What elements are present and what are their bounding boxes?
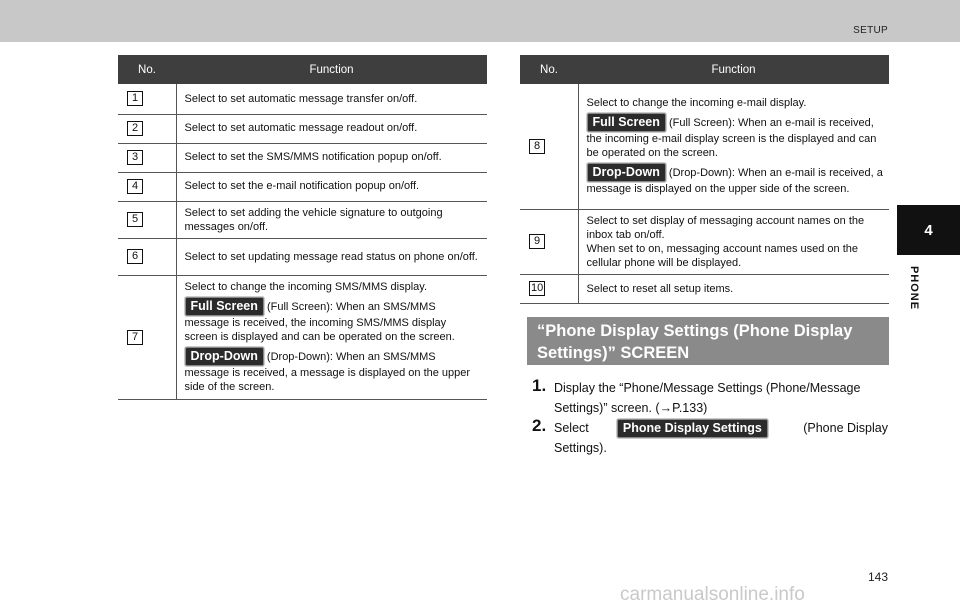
left-function-table [118,55,487,400]
watermark: carmanualsonline.info [620,584,805,605]
function-text: Select to set the SMS/MMS notification popup on/off. [176,143,487,172]
item-number: 10 [531,282,544,295]
table-row [520,84,889,209]
table-row [118,238,487,275]
chapter-number: 4 [924,221,933,239]
phone-display-settings-button: Phone Display Settings [617,419,768,438]
option-text: (Drop-Down): When an SMS/MMS message is received, a message is displayed on the upper side of the screen. [184,351,471,394]
item-number: 4 [127,179,143,194]
step-text: Display the “Phone/Message Settings (Phone/Message Settings)” screen. (→P.133) [554,381,861,415]
step-2 [532,416,888,458]
item-number: 7 [127,330,143,345]
item-number: 8 [529,139,545,154]
item-number: 6 [127,249,143,264]
table-row [118,275,487,399]
chapter-side-label [906,262,936,322]
option-description [587,113,884,160]
table-row [118,172,487,201]
function-text: Select to set the e-mail notification popup on/off. [176,172,487,201]
function-text: When set to on, messaging account names used on the cellular phone will be displayed. [586,242,858,269]
option-description [185,347,482,394]
column-header-function: Function [578,55,889,84]
table-row [118,114,487,143]
option-description [587,163,884,196]
option-description [185,297,482,344]
table-row [118,143,487,172]
step-number: 1. [532,376,547,395]
function-text: Select to set adding the vehicle signature to outgoing messages on/off. [176,201,487,238]
column-header-function: Function [176,55,487,84]
full-screen-button: Full Screen [587,113,666,132]
column-header-no: No. [520,55,578,84]
drop-down-button: Drop-Down [587,163,666,182]
section-title: SETUP [853,25,888,36]
function-text: Select to set automatic message readout on/off. [176,114,487,143]
item-number: 2 [127,121,143,136]
table-row [520,209,889,274]
function-text: Select to set display of messaging account names on the inbox tab on/off. [586,214,865,241]
item-number: 1 [127,91,143,106]
step-1 [532,376,888,418]
table-row [520,274,889,303]
table-row [118,201,487,238]
function-text: Select to reset all setup items. [578,274,889,303]
column-header-no: No. [118,55,176,84]
function-text: Select to set automatic message transfer on/off. [176,84,487,114]
page-number: 143 [867,570,888,584]
option-text: (Drop-Down): When an e-mail is received, a message is displayed on the upper side of the screen. [586,167,883,196]
step-text-continued: Settings). [554,441,607,455]
chapter-tab [897,205,960,255]
section-heading: “Phone Display Settings (Phone Display Settings)” SCREEN [527,317,889,365]
chapter-label: PHONE [908,265,921,311]
item-number: 9 [529,234,545,249]
function-text: Select to set updating message read status on phone on/off. [176,238,487,275]
item-number: 5 [127,212,143,227]
table-row [118,84,487,114]
right-function-table [520,55,889,304]
option-text: (Full Screen): When an SMS/MMS message is received, the incoming SMS/MMS display screen is displayed and can be operated on the screen. [184,301,455,344]
function-intro: Select to change the incoming SMS/MMS display. [184,280,428,293]
step-number: 2. [532,416,547,435]
option-text: (Full Screen): When an e-mail is received, the incoming e-mail display screen is the displayed and can be operated on the screen. [586,117,877,160]
page-header-bar [0,0,960,42]
step-text-suffix: (Phone Display [803,421,888,435]
step-text: Select [554,421,589,435]
item-number: 3 [127,150,143,165]
drop-down-button: Drop-Down [185,347,264,366]
function-intro: Select to change the incoming e-mail display. [586,97,807,110]
full-screen-button: Full Screen [185,297,264,316]
